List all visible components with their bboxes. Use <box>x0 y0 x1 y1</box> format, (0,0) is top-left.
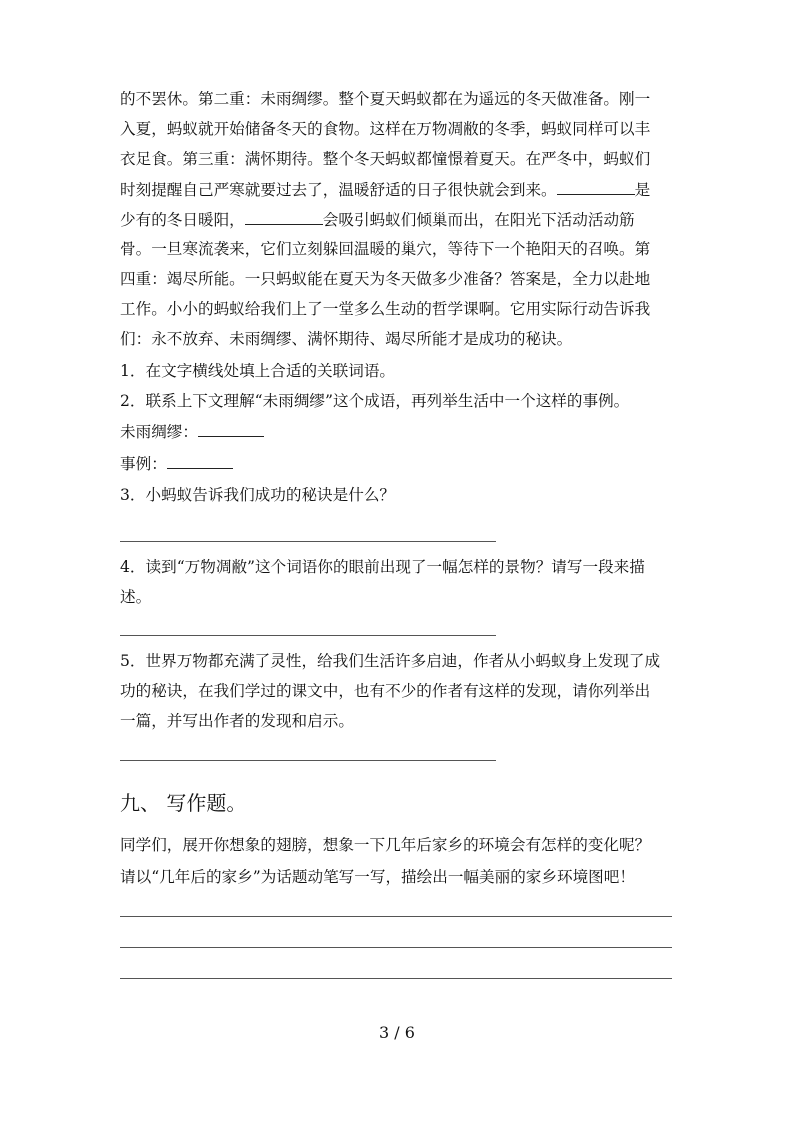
conjunction-blank-2[interactable] <box>245 208 323 225</box>
question-4-line-1: 4．读到“万物凋敝”这个词语你的眼前出现了一幅怎样的景物？请写一段来描 <box>120 558 645 576</box>
question-4-answer-line[interactable] <box>120 635 496 636</box>
passage-line-2: 入夏，蚂蚁就开始储备冬天的食物。这样在万物凋敝的冬季，蚂蚁同样可以丰 <box>120 120 651 138</box>
writing-line-2[interactable] <box>120 947 672 948</box>
question-1: 1．在文字横线处填上合适的关联词语。 <box>120 362 396 380</box>
passage-line-9: 们：永不放弃、未雨绸缪、满怀期待、竭尽所能才是成功的秘诀。 <box>120 330 573 348</box>
passage-line-5-end: 会吸引蚂蚁们倾巢而出，在阳光下活动活动筋 <box>322 211 635 229</box>
passage-line-5-start: 少有的冬日暖阳， <box>120 211 245 229</box>
writing-line-3[interactable] <box>120 978 672 979</box>
meaning-answer-blank[interactable] <box>198 420 264 437</box>
page-number: 3 / 6 <box>379 1023 415 1042</box>
passage-line-4-end: 是 <box>634 181 651 199</box>
section-heading-writing: 九、 写作题。 <box>120 791 247 815</box>
question-5-answer-line[interactable] <box>120 760 496 761</box>
passage-line-1: 的不罢休。第二重：未雨绸缪。整个夏天蚂蚁都在为遥远的冬天做准备。刚一 <box>120 90 651 108</box>
question-3: 3．小蚂蚁告诉我们成功的秘诀是什么？ <box>120 486 396 504</box>
question-3-answer-line[interactable] <box>120 541 496 542</box>
question-5-line-3: 一篇，并写出作者的发现和启示。 <box>120 712 354 730</box>
passage-line-4-text: 时刻提醒自己严寒就要过去了，温暖舒适的日子很快就会到来。 <box>120 181 557 199</box>
writing-prompt-line-2: 请以“几年后的家乡”为话题动笔写一写，描绘出一幅美丽的家乡环境图吧！ <box>120 868 635 886</box>
question-5-line-1: 5．世界万物都充满了灵性，给我们生活许多启迪，作者从小蚂蚁身上发现了成 <box>120 652 661 670</box>
writing-prompt-line-1: 同学们，展开你想象的翅膀，想象一下几年后家乡的环境会有怎样的变化呢？ <box>120 836 651 854</box>
example-answer-blank[interactable] <box>167 452 233 469</box>
passage-line-8: 工作。小小的蚂蚁给我们上了一堂多么生动的哲学课啊。它用实际行动告诉我 <box>120 300 651 318</box>
question-2-meaning <box>120 420 264 443</box>
passage-line-7: 四重：竭尽所能。一只蚂蚁能在夏天为冬天做多少准备？答案是，全力以赴地 <box>120 270 651 288</box>
writing-line-1[interactable] <box>120 916 672 917</box>
question-2-example <box>120 452 233 475</box>
conjunction-blank-1[interactable] <box>557 178 635 195</box>
passage-line-4 <box>120 178 650 201</box>
question-4-line-2: 述。 <box>120 588 152 606</box>
question-2-meaning-label: 未雨绸缪： <box>120 423 198 441</box>
question-5-line-2: 功的秘诀，在我们学过的课文中，也有不少的作者有这样的发现，请你列举出 <box>120 682 651 700</box>
passage-line-3: 衣足食。第三重：满怀期待。整个冬天蚂蚁都憧憬着夏天。在严冬中，蚂蚁们 <box>120 150 651 168</box>
question-2: 2．联系上下文理解“未雨绸缪”这个成语，再列举生活中一个这样的事例。 <box>120 392 630 410</box>
passage-line-5 <box>120 208 635 231</box>
passage-line-6: 骨。一旦寒流袭来，它们立刻躲回温暖的巢穴，等待下一个艳阳天的召唤。第 <box>120 240 651 258</box>
question-2-example-label: 事例： <box>120 455 167 473</box>
